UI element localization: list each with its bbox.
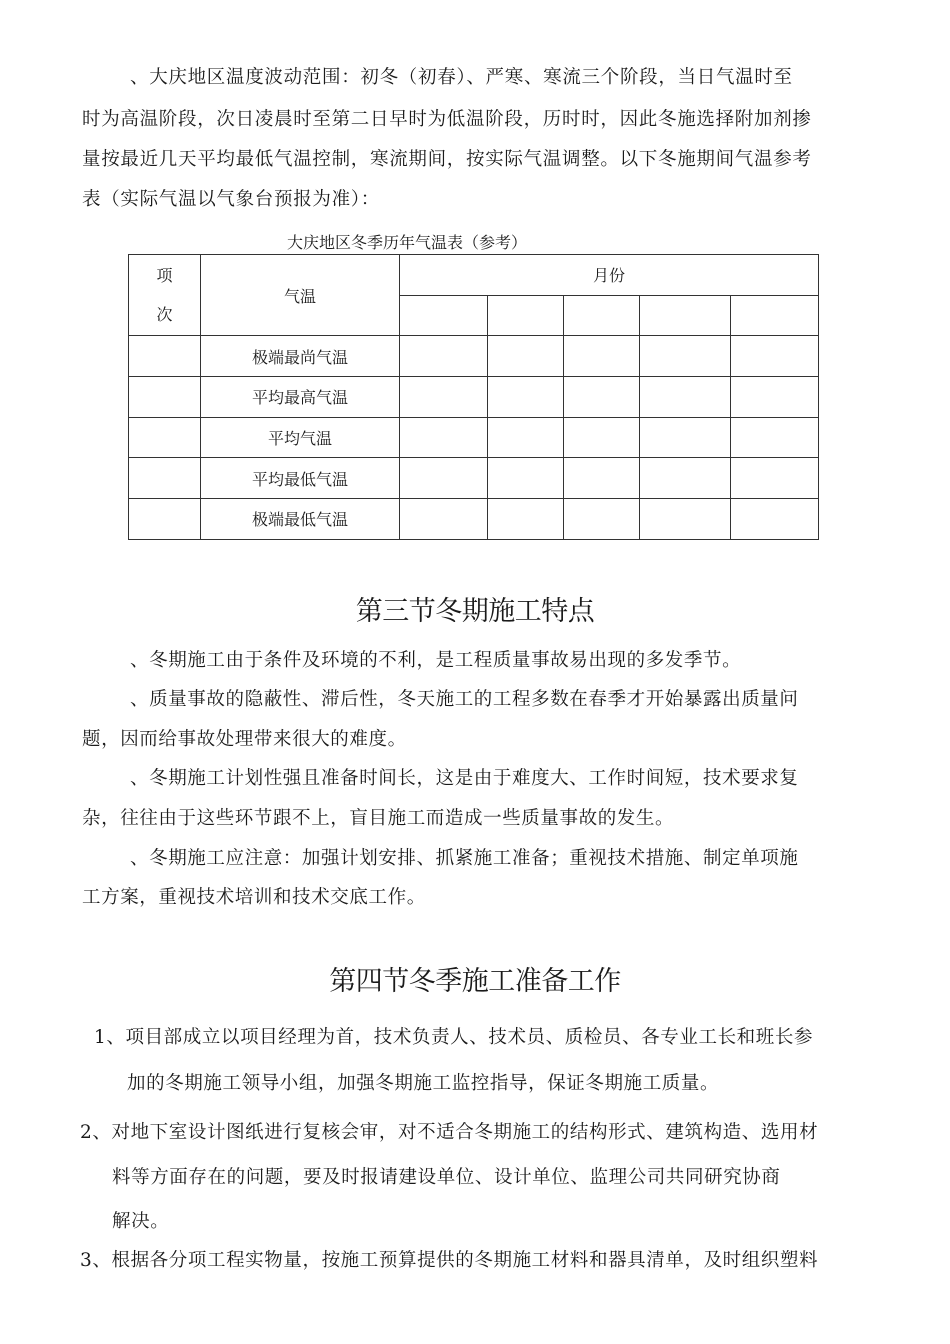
table-row	[129, 458, 819, 499]
intro-line-3: 量按最近几天平均最低气温控制，寒流期间，按实际气温调整。以下冬施期间气温参考	[82, 149, 812, 170]
section4-item-1-line-1: 1、项目部成立以项目经理为首，技术负责人、技术员、质检员、各专业工长和班长参	[94, 1027, 814, 1048]
value-cell	[400, 499, 488, 540]
value-cell	[731, 336, 819, 377]
item-cell	[129, 377, 201, 418]
section4-item-2-line-3: 解决。	[112, 1211, 170, 1232]
section4-item-1-line-2: 加的冬期施工领导小组，加强冬期施工监控指导，保证冬期施工质量。	[127, 1073, 720, 1094]
value-cell	[731, 458, 819, 499]
temperature-table	[128, 254, 819, 540]
header-item-top: 项	[156, 266, 173, 286]
section4-item-3-line-1: 3、根据各分项工程实物量，按施工预算提供的冬期施工材料和器具清单，及时组织塑料	[80, 1250, 819, 1271]
section3-line-5: 杂，往往由于这些环节跟不上，盲目施工而造成一些质量事故的发生。	[82, 808, 675, 829]
value-cell	[640, 458, 731, 499]
intro-line-2: 时为高温阶段，次日凌晨时至第二日早时为低温阶段，历时时，因此冬施选择附加剂掺	[82, 109, 812, 130]
month-cell	[640, 295, 731, 336]
intro-line-1: 、大庆地区温度波动范围：初冬（初春）、严寒、寒流三个阶段，当日气温时至	[130, 67, 793, 88]
table-row	[129, 377, 819, 418]
row-label: 平均气温	[201, 417, 400, 458]
month-cell	[488, 295, 564, 336]
table-row	[129, 417, 819, 458]
item-cell	[129, 499, 201, 540]
value-cell	[564, 499, 640, 540]
value-cell	[564, 417, 640, 458]
value-cell	[731, 417, 819, 458]
value-cell	[400, 377, 488, 418]
header-item-bottom: 次	[156, 305, 173, 325]
row-label: 极端最低气温	[201, 499, 400, 540]
value-cell	[731, 499, 819, 540]
section3-line-3: 题，因而给事故处理带来很大的难度。	[82, 729, 407, 750]
table-header-row	[129, 255, 819, 296]
section3-line-7: 工方案，重视技术培训和技术交底工作。	[82, 887, 426, 908]
value-cell	[640, 336, 731, 377]
value-cell	[640, 377, 731, 418]
value-cell	[400, 336, 488, 377]
item-cell	[129, 336, 201, 377]
value-cell	[564, 377, 640, 418]
month-cell	[731, 295, 819, 336]
table-row	[129, 336, 819, 377]
section3-line-1: 、冬期施工由于条件及环境的不利，是工程质量事故易出现的多发季节。	[130, 650, 742, 671]
value-cell	[640, 499, 731, 540]
value-cell	[400, 458, 488, 499]
intro-line-4: 表（实际气温以气象台预报为准）：	[82, 189, 380, 210]
value-cell	[488, 499, 564, 540]
row-label: 平均最高气温	[201, 377, 400, 418]
section4-title: 第四节冬季施工准备工作	[329, 966, 621, 997]
value-cell	[640, 417, 731, 458]
table-row	[129, 499, 819, 540]
value-cell	[488, 336, 564, 377]
value-cell	[488, 417, 564, 458]
month-cell	[564, 295, 640, 336]
month-cell	[400, 295, 488, 336]
value-cell	[488, 377, 564, 418]
header-item	[129, 255, 201, 336]
header-temperature: 气温	[201, 255, 400, 336]
value-cell	[400, 417, 488, 458]
value-cell	[564, 336, 640, 377]
item-cell	[129, 458, 201, 499]
row-label: 平均最低气温	[201, 458, 400, 499]
value-cell	[488, 458, 564, 499]
value-cell	[564, 458, 640, 499]
section4-item-2-line-2: 料等方面存在的问题，要及时报请建设单位、设计单位、监理公司共同研究协商	[112, 1167, 781, 1188]
item-cell	[129, 417, 201, 458]
row-label: 极端最尚气温	[201, 336, 400, 377]
section3-line-4: 、冬期施工计划性强且准备时间长，这是由于难度大、工作时间短，技术要求复	[130, 768, 799, 789]
section4-item-2-line-1: 2、对地下室设计图纸进行复核会审，对不适合冬期施工的结构形式、建筑构造、选用材	[80, 1122, 819, 1143]
section3-line-6: 、冬期施工应注意：加强计划安排、抓紧施工准备；重视技术措施、制定单项施	[130, 848, 799, 869]
table-caption: 大庆地区冬季历年气温表（参考）	[287, 233, 528, 252]
header-month: 月份	[400, 255, 819, 296]
section3-title: 第三节冬期施工特点	[355, 596, 595, 627]
value-cell	[731, 377, 819, 418]
section3-line-2: 、质量事故的隐蔽性、滞后性，冬天施工的工程多数在春季才开始暴露出质量问	[130, 689, 799, 710]
